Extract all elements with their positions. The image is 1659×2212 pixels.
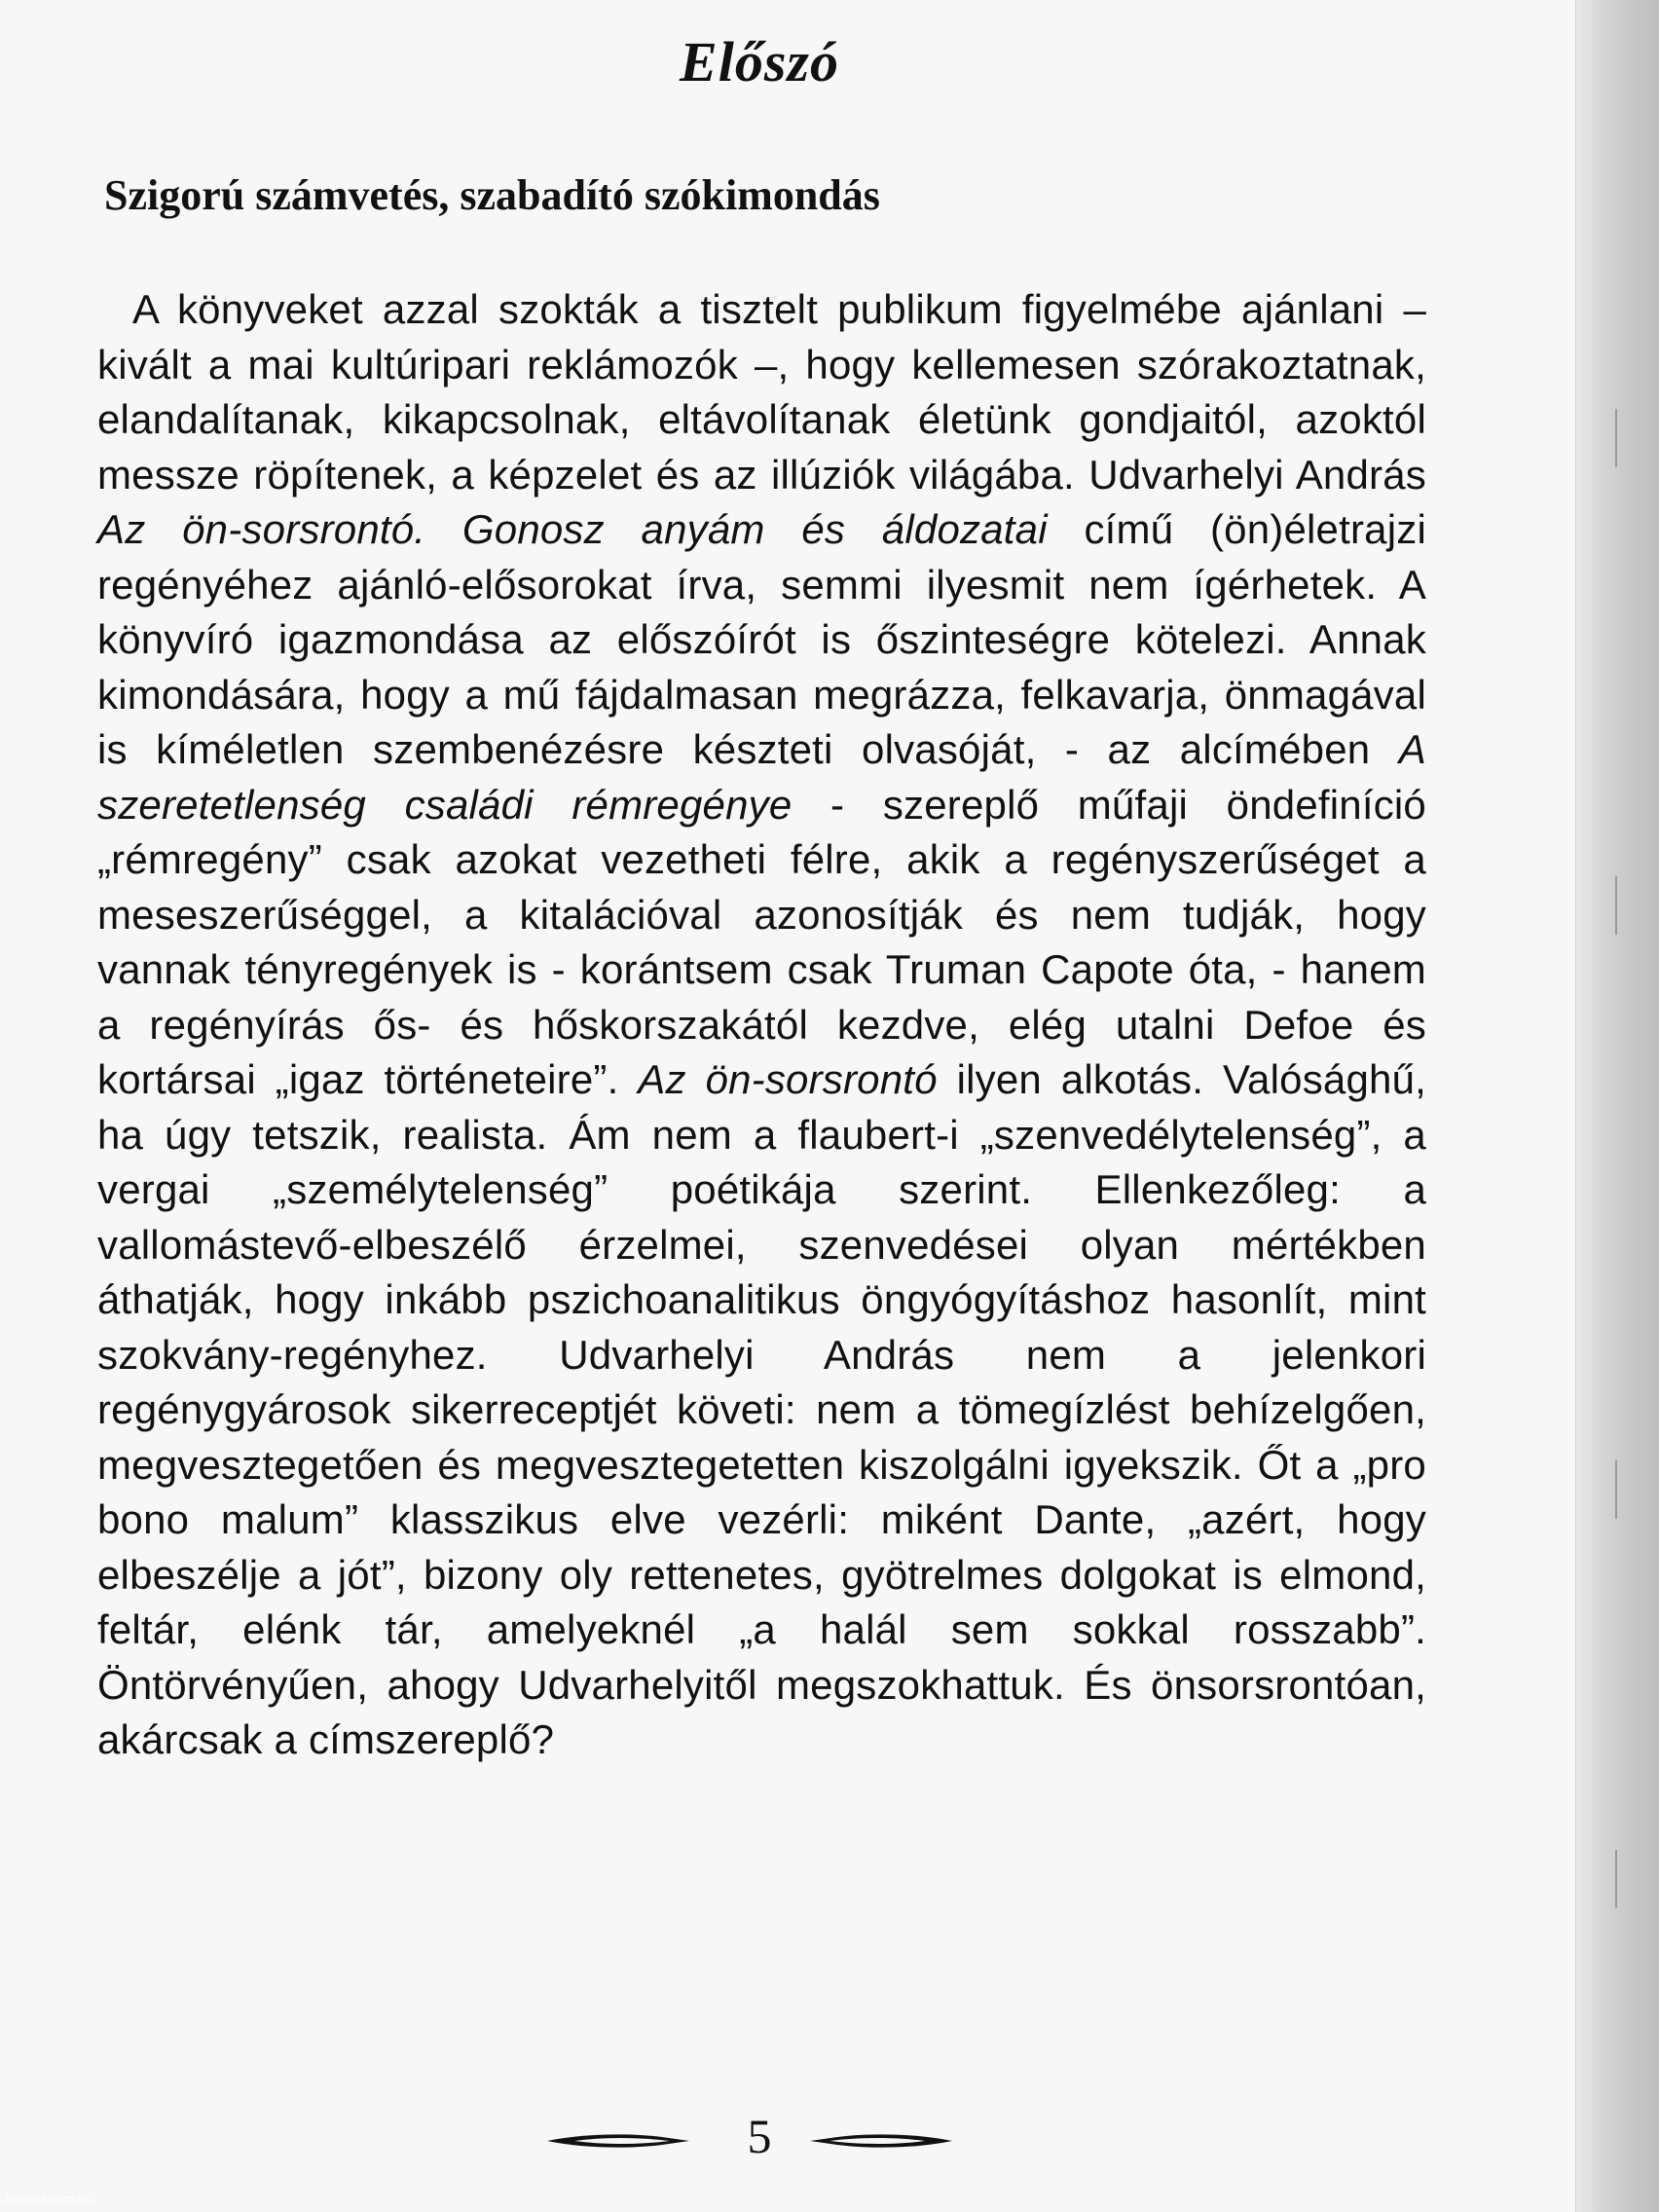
right-flourish-icon bbox=[808, 2129, 954, 2153]
short-title-italic: Az ön-sorsrontó bbox=[638, 1056, 938, 1102]
page-number: 5 bbox=[747, 2109, 772, 2163]
subtitle-italic: A szeretetlenség családi rémregénye bbox=[97, 726, 1426, 828]
section-subtitle: Szigorú számvetés, szabadító szókimondás bbox=[104, 171, 880, 219]
left-flourish-icon bbox=[545, 2129, 691, 2153]
preface-body bbox=[97, 282, 1426, 1768]
body-text-2: című (ön)életrajzi regényéhez ajánló-elősorokat írva, semmi ilyesmit nem ígérhetek. A könyvíró igazmondása az előszóírót is őszinteségre kötelezi. Annak kimondására, hogy a mű fájdalmasan megrázza, felkavarja, önmagával is kíméletlen szembenézésre készteti olvasóját, - az alcímében bbox=[97, 506, 1426, 772]
page-title: Előszó bbox=[680, 30, 839, 93]
page-footer bbox=[545, 2108, 974, 2176]
body-text-4: ilyen alkotás. Valósághű, ha úgy tetszik, realista. Ám nem a flaubert-i „szenvedélytelenség”, a vergai „személytelenség” poétikája szerint. Ellenkezőleg: a vallomástevő-elbeszélő érzelmei, szenvedései olyan mértékben áthatják, hogy inkább pszichoanalitikus öngyógyításhoz hasonlít, mint szokvány-regényhez. Udvarhelyi András nem a jelenkori regénygyárosok sikerreceptjét követi: nem a tömegízlést behízelgően, megvesztegetően és megvesztegetetten kiszolgálni igyekszik. Őt a „pro bono malum” klasszikus elve vezérli: miként Dante, „azért, hogy elbeszélje a jót”, bizony oly rettenetes, gyötrelmes dolgokat is elmond, feltár, elénk tár, amelyeknél „a halál sem sokkal rosszabb”. Öntörvényűen, ahogy Udvarhelyitől megszokhattuk. És önsorsrontóan, akárcsak a címszereplő? bbox=[97, 1056, 1426, 1762]
watermark: Antikvarium.hu bbox=[4, 2193, 93, 2206]
body-text-1: A könyveket azzal szokták a tisztelt publikum figyelmébe ajánlani – kivált a mai kultúripari reklámozók –, hogy kellemesen szórakoztatnak, elandalítanak, kikapcsolnak, eltávolítanak életünk gondjaitól, azoktól messze röpítenek, a képzelet és az illúziók világába. Udvarhelyi András bbox=[97, 286, 1426, 498]
body-text-3: - szereplő műfaji öndefiníció „rémregény” csak azokat vezetheti félre, akik a regényszerűséget a meseszerűséggel, a kitalációval azonosítják és nem tudják, hogy vannak tényregények is - korántsem csak Truman Capote óta, - hanem a regényírás ős- és hőskorszakától kezdve, elég utalni Defoe és kortársai „igaz történeteire”. bbox=[97, 781, 1426, 1102]
book-title-italic: Az ön-sorsrontó. Gonosz anyám és áldozatai bbox=[97, 506, 1048, 552]
page-edge bbox=[1575, 0, 1659, 2212]
